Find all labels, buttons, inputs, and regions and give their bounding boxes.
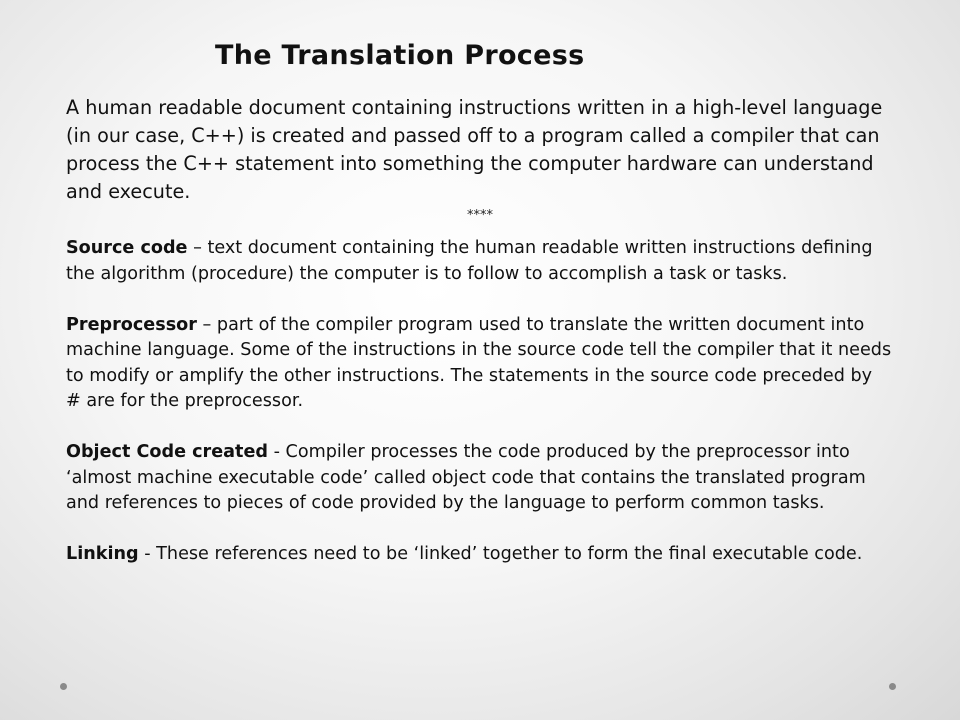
definition-linking xyxy=(66,542,892,568)
definition-text: text document containing the human readable written instructions defining the algorithm (procedure) the computer is to follow to accomplish a task or tasks. xyxy=(66,238,873,284)
definition-term: Source code xyxy=(66,238,188,258)
definition-object-code xyxy=(66,440,892,517)
separator-asterisks: **** xyxy=(467,208,493,223)
slide-title: The Translation Process xyxy=(215,40,585,71)
definition-joiner: - xyxy=(267,442,286,462)
definition-joiner: - xyxy=(138,544,157,564)
definition-text: part of the compiler program used to translate the written document into machine language. Some of the instructions in the source code tell the compiler that it needs to modify or amplify the other instructions. The statements in the source code preceded by # are for the preprocessor. xyxy=(66,314,892,411)
definitions-list xyxy=(66,236,892,593)
definition-text: Compiler processes the code produced by the preprocessor into ‘almost machine executable code’ called object code that contains the translated program and references to pieces of code provided by the language to perform common tasks. xyxy=(66,442,866,513)
definition-term: Preprocessor xyxy=(66,314,197,335)
definition-text: These references need to be ‘linked’ together to form the final executable code. xyxy=(156,544,863,564)
definition-preprocessor xyxy=(66,313,892,415)
definition-term: Object Code created xyxy=(66,442,268,462)
decorative-dot-right xyxy=(889,683,896,690)
definition-source-code xyxy=(66,236,892,287)
definition-joiner: – xyxy=(187,238,208,258)
definition-term: Linking xyxy=(66,544,139,564)
decorative-dot-left xyxy=(60,683,67,690)
definition-joiner: – xyxy=(196,314,217,335)
intro-paragraph: A human readable document containing instructions written in a high-level language (in our case, C++) is created and passed off to a program called a compiler that can process the C++ statement into something the computer hardware can understand and execute. xyxy=(66,96,883,203)
